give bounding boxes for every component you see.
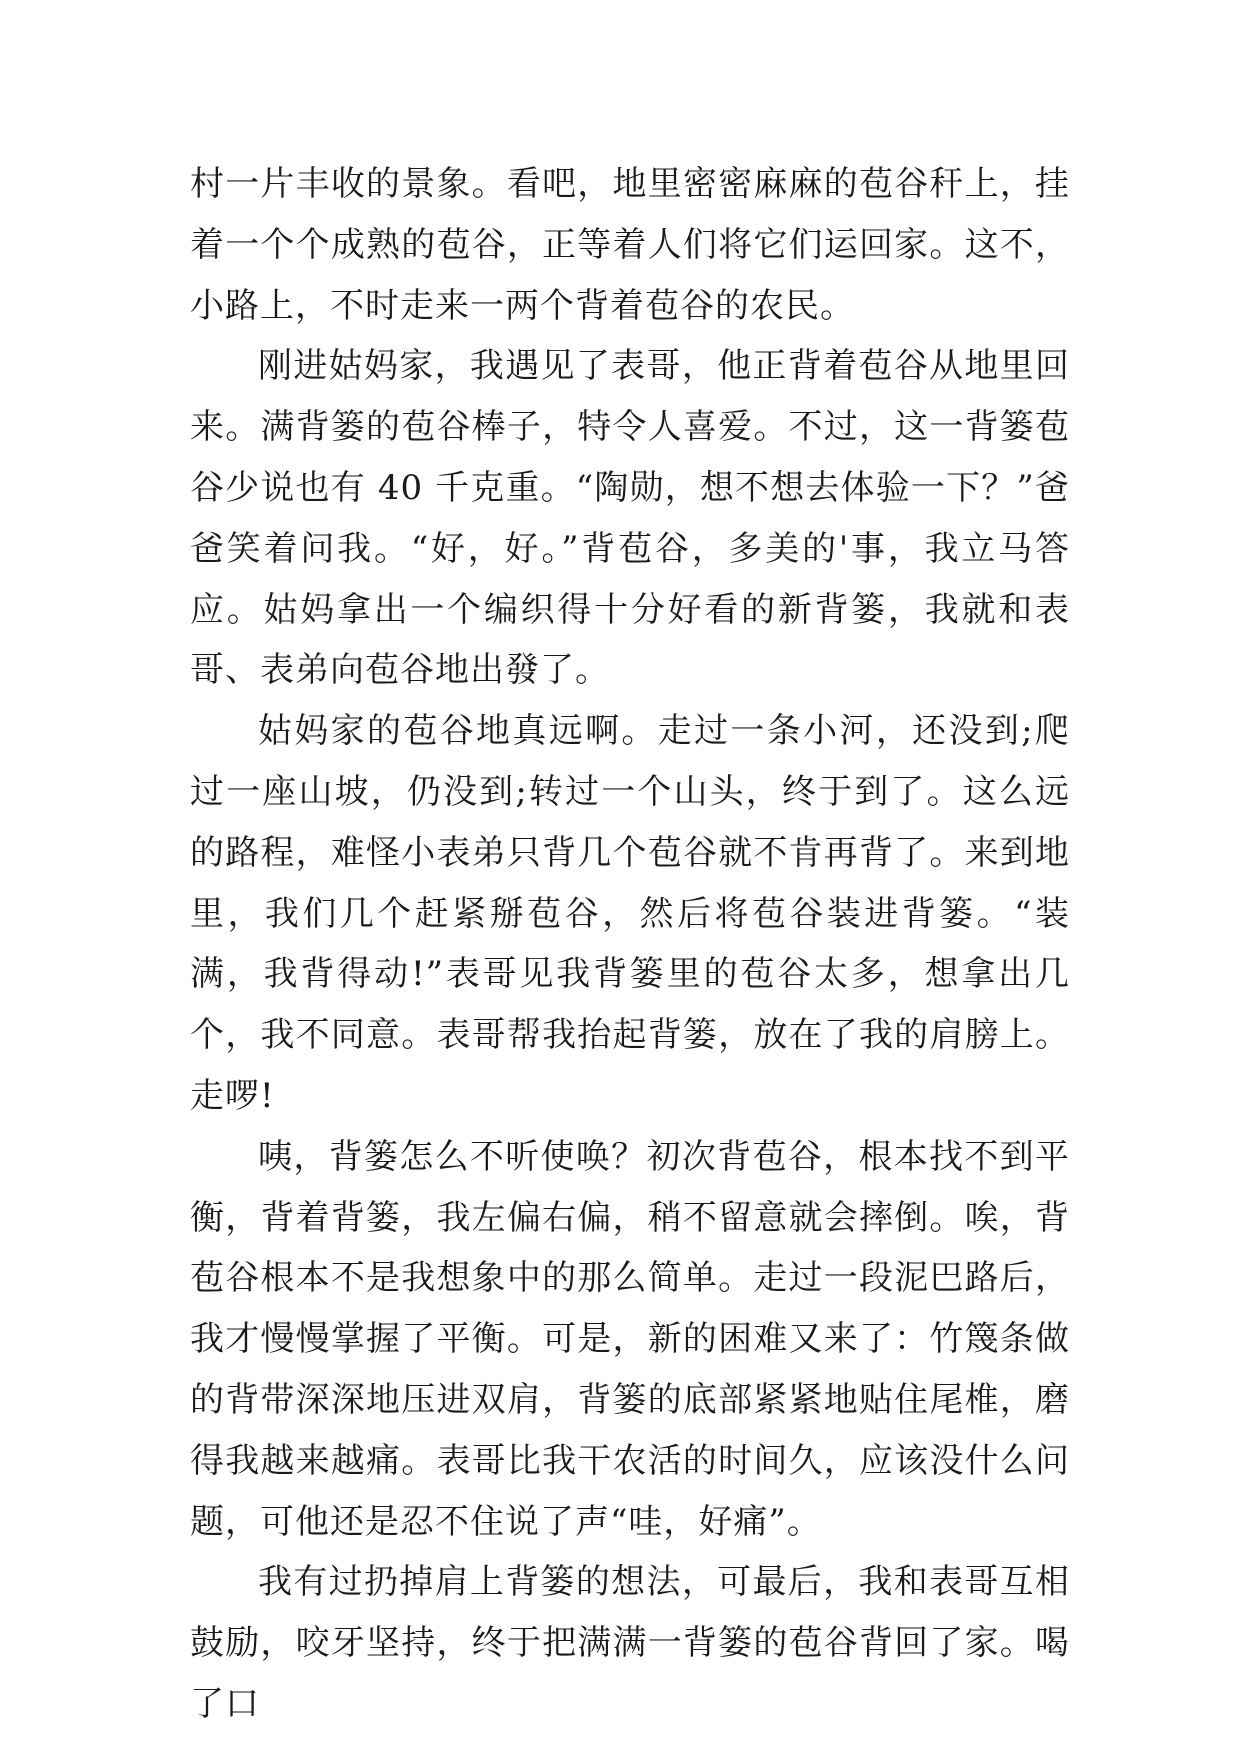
paragraph-2: 刚进姑妈家，我遇见了表哥，他正背着苞谷从地里回来。满背篓的苞谷棒子，特令人喜爱。不过，这一背篓苞谷少说也有 40 千克重。“陶勋，想不想去体验一下？”爸爸笑着问我。“好，好。”背苞谷，多美的'事，我立马答应。姑妈拿出一个编织得十分好看的新背篓，我就和表哥、表弟向苞谷地出發了。 <box>190 346 1070 691</box>
paragraph-5: 我有过扔掉肩上背篓的想法，可最后，我和表哥互相鼓励，咬牙坚持，终于把满满一背篓的苞谷背回了家。喝了口 <box>190 1562 1070 1724</box>
body-text <box>190 154 1070 1735</box>
paragraph-3: 姑妈家的苞谷地真远啊。走过一条小河，还没到;爬过一座山坡，仍没到;转过一个山头，终于到了。这么远的路程，难怪小表弟只背几个苞谷就不肯再背了。来到地里，我们几个赶紧掰苞谷，然后将苞谷装进背篓。“装满，我背得动!”表哥见我背篓里的苞谷太多，想拿出几个，我不同意。表哥帮我抬起背篓，放在了我的肩膀上。走啰! <box>190 711 1070 1116</box>
paragraph-1: 村一片丰收的景象。看吧，地里密密麻麻的苞谷秆上，挂着一个个成熟的苞谷，正等着人们将它们运回家。这不，小路上，不时走来一两个背着苞谷的农民。 <box>190 164 1070 326</box>
paragraph-4: 咦，背篓怎么不听使唤？初次背苞谷，根本找不到平衡，背着背篓，我左偏右偏，稍不留意就会摔倒。唉，背苞谷根本不是我想象中的那么简单。走过一段泥巴路后，我才慢慢掌握了平衡。可是，新的困难又来了：竹篾条做的背带深深地压进双肩，背篓的底部紧紧地贴住尾椎，磨得我越来越痛。表哥比我干农活的时间久，应该没什么问题，可他还是忍不住说了声“哇，好痛”。 <box>190 1136 1070 1542</box>
